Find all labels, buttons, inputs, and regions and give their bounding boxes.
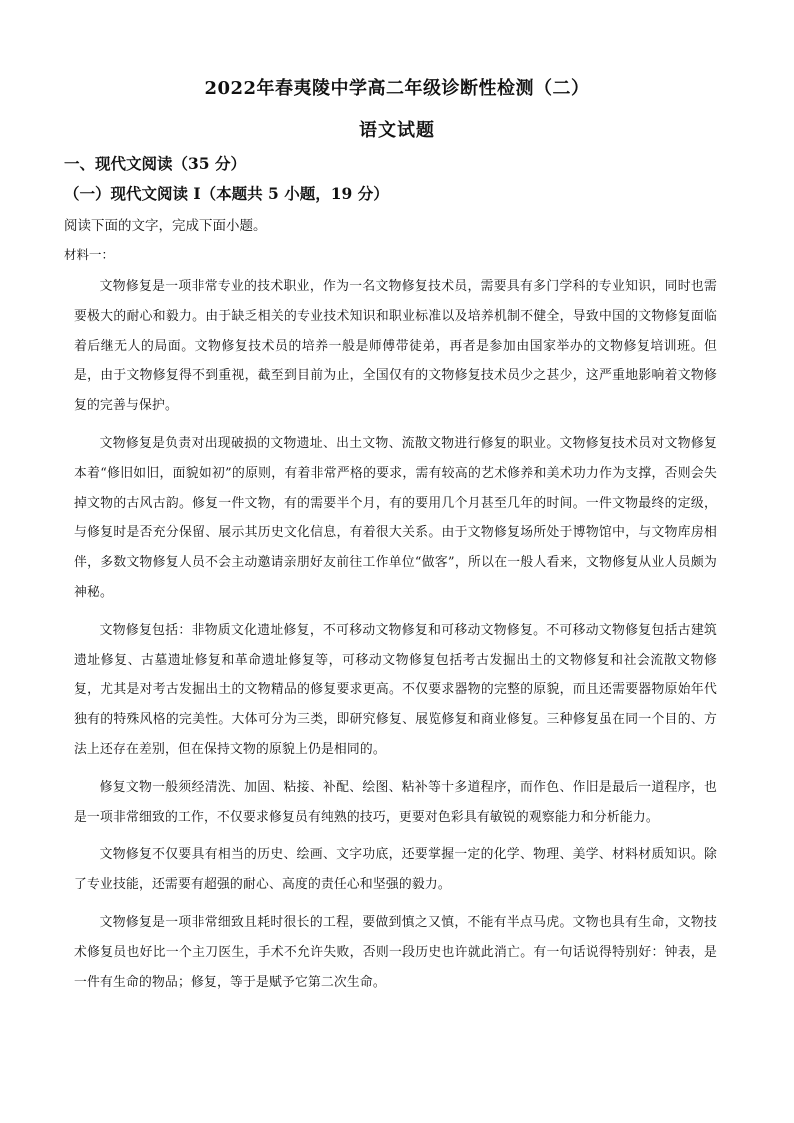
paragraph: 文物修复不仅要具有相当的历史、绘画、文字功底，还要掌握一定的化学、物理、美学、材料材质知识。除了专业技能，还需要有超强的耐心、高度的责任心和坚强的毅力。 <box>74 847 717 893</box>
paragraph: 文物修复是负责对出现破损的文物遗址、出土文物、流散文物进行修复的职业。文物修复技术员对文物修复本着“修旧如旧，面貌如初”的原则，有着非常严格的要求，需有较高的艺术修养和美术功力作为支撑，否则会失掉文物的古风古韵。修复一件文物，有的需要半个月，有的要用几个月甚至几年的时间。一件文物最终的定级，与修复时是否充分保留、展示其历史文化信息，有着很大关系。由于文物修复场所处于博物馆中，与文物库房相伴，多数文物修复人员不会主动邀请亲朋好友前往工作单位“做客”，所以在一般人看来，文物修复从业人员颇为神秘。 <box>74 435 717 600</box>
paragraph: 文物修复包括：非物质文化遗址修复，不可移动文物修复和可移动文物修复。不可移动文物修复包括古建筑遗址修复、古墓遗址修复和革命遗址修复等，可移动文物修复包括考古发掘出土的文物修复和社会流散文物修复，尤其是对考古发掘出土的文物精品的修复要求更高。不仅要求器物的完整的原貌，而且还需要器物原始年代独有的特殊风格的完美性。大体可分为三类，即研究修复、展览修复和商业修复。三种修复虽在同一个目的、方法上还存在差别，但在保持文物的原貌上仍是相同的。 <box>74 622 717 757</box>
section-heading: 一、现代文阅读（35 分） <box>64 154 246 173</box>
material-body <box>74 272 717 1005</box>
subject-title: 语文试题 <box>359 120 435 141</box>
paragraph: 修复文物一般须经清洗、加固、粘接、补配、绘图、粘补等十多道程序，而作色、作旧是最后一道程序，也是一项非常细致的工作，不仅要求修复员有纯熟的技巧，更要对色彩具有敏锐的观察能力和分析能力。 <box>74 779 717 825</box>
reading-instruction: 阅读下面的文字，完成下面小题。 <box>64 218 267 234</box>
paragraph: 文物修复是一项非常细致且耗时很长的工程，要做到慎之又慎，不能有半点马虎。文物也具有生命，文物技术修复员也好比一个主刀医生，手术不允许失败，否则一段历史也许就此消亡。有一句话说得特别好：钟表，是一件有生命的物品；修复，等于是赋予它第二次生命。 <box>74 914 717 990</box>
subsection-heading: （一）现代文阅读 I（本题共 5 小题，19 分） <box>64 184 389 203</box>
material-label: 材料一： <box>64 247 115 262</box>
paragraph: 文物修复是一项非常专业的技术职业，作为一名文物修复技术员，需要具有多门学科的专业知识，同时也需要极大的耐心和毅力。由于缺乏相关的专业技术知识和职业标准以及培养机制不健全，导致中国的文物修复面临着后继无人的局面。文物修复技术员的培养一般是师傅带徒弟，再者是参加由国家举办的文物修复培训班。但是，由于文物修复得不到重视，截至到目前为止，全国仅有的文物修复技术员少之甚少，这严重地影响着文物修复的完善与保护。 <box>74 279 717 414</box>
exam-title: 2022年春夷陵中学高二年级诊断性检测（二） <box>204 78 590 99</box>
